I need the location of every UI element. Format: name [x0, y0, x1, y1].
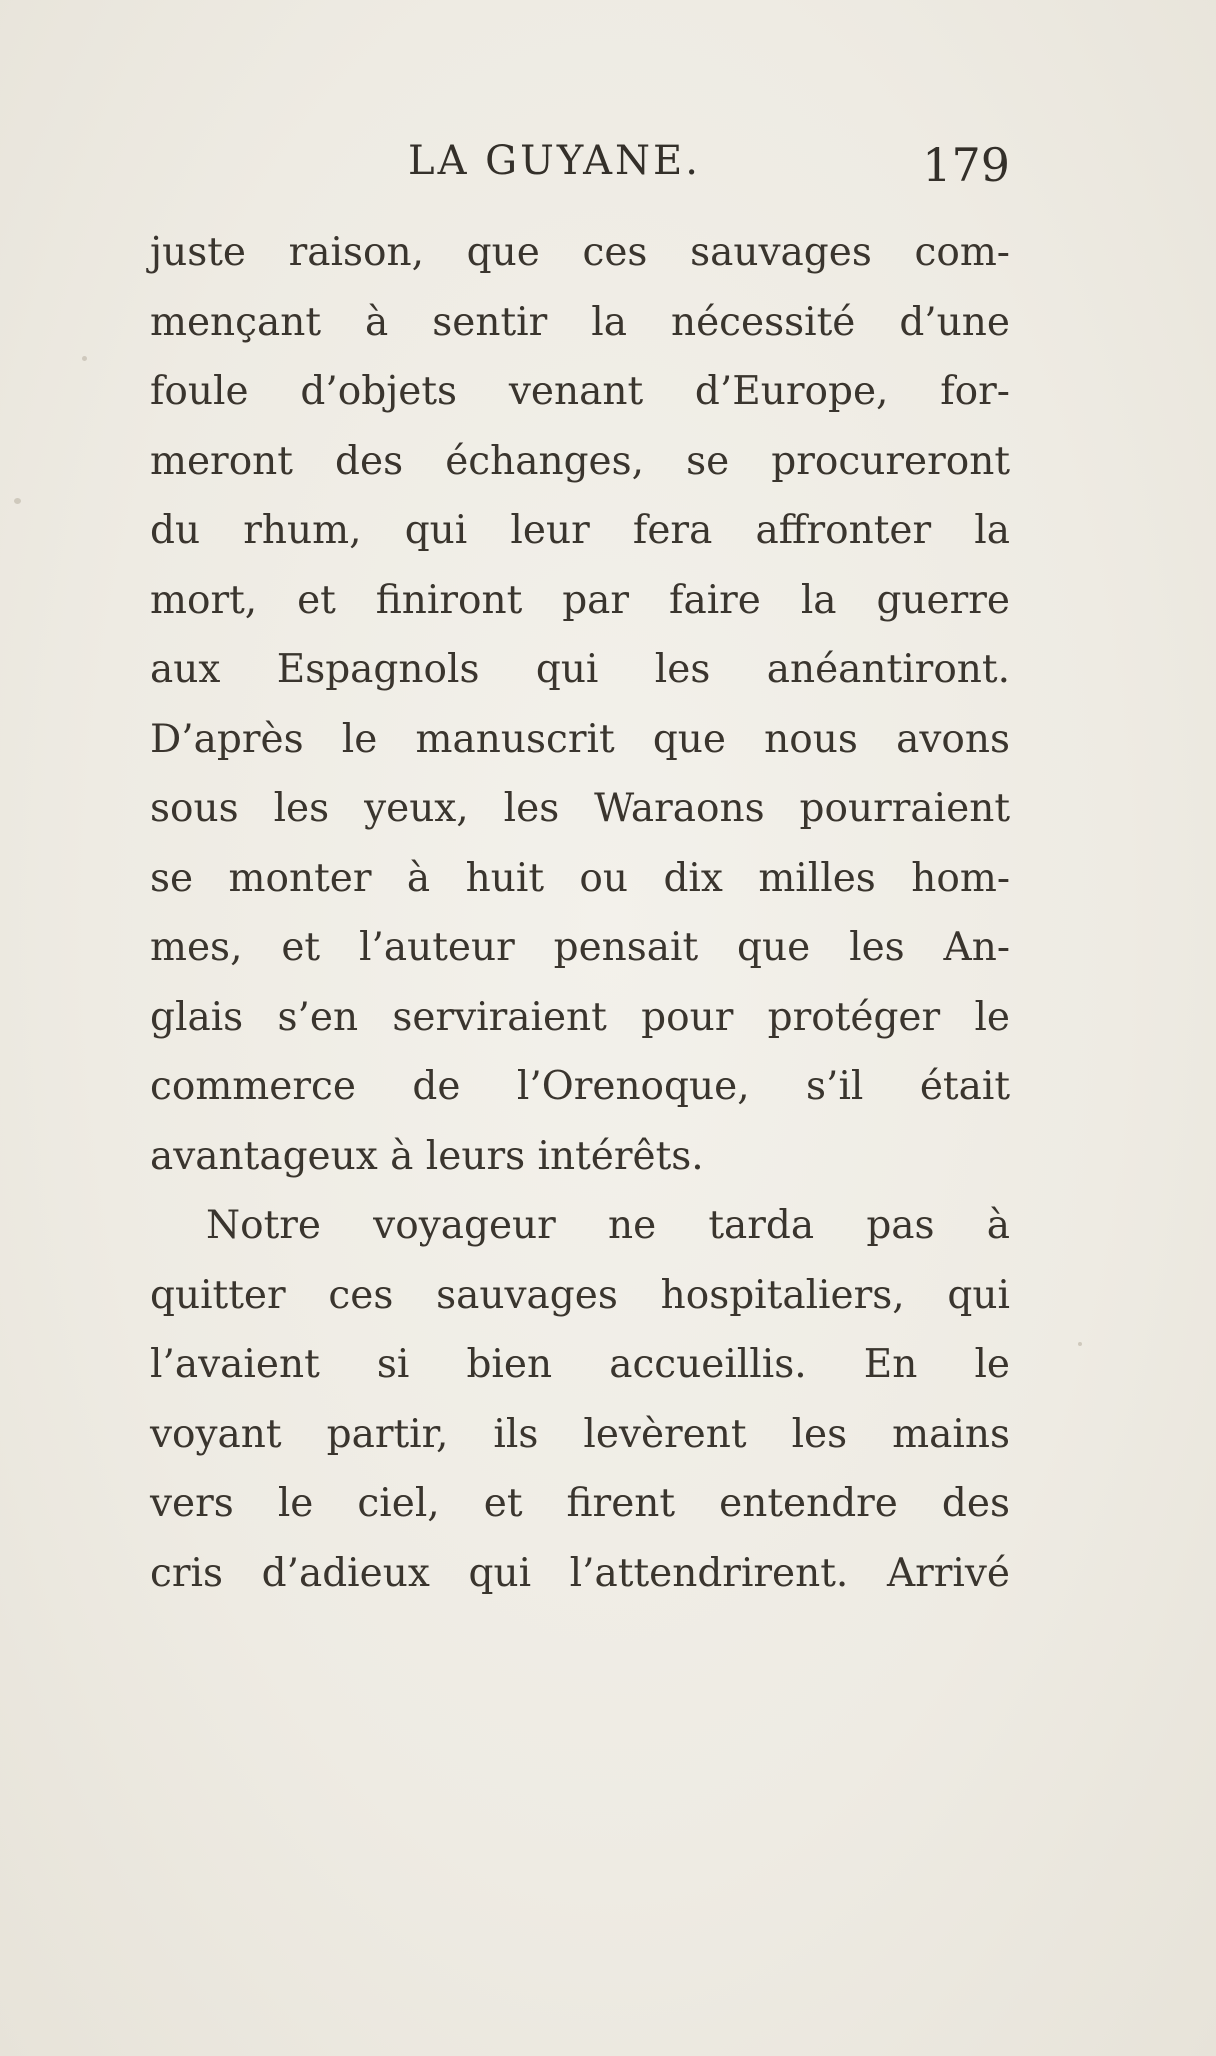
text-line: quitter ces sauvages hospitaliers, qui: [150, 1272, 1010, 1318]
paper-speck: [1078, 1342, 1082, 1346]
text-line: D’après le manuscrit que nous avons: [150, 716, 1010, 762]
text-line: du rhum, qui leur fera affronter la: [150, 508, 1010, 553]
text-line: glais s’en serviraient pour protéger le: [150, 994, 1010, 1040]
text-line: commerce de l’Orenoque, s’il était: [150, 1064, 1010, 1109]
text-line: meront des échanges, se procureront: [150, 438, 1010, 484]
text-line: aux Espagnols qui les anéantiront.: [150, 647, 1010, 692]
text-line: Notre voyageur ne tarda pas à: [206, 1203, 1010, 1248]
text-line: mençant à sentir la nécessité d’une: [150, 299, 1010, 345]
text-line: sous les yeux, les Waraons pourraient: [150, 786, 1010, 831]
text-line: cris d’adieux qui l’attendrirent. Arrivé: [150, 1550, 1010, 1596]
text-line: se monter à huit ou dix milles hom-: [150, 855, 1010, 901]
text-line: juste raison, que ces sauvages com-: [150, 230, 1010, 275]
body-text: [150, 218, 1010, 1608]
text-line: vers le ciel, et firent entendre des: [150, 1481, 1010, 1526]
page-header: [150, 130, 1010, 200]
text-line: foule d’objets venant d’Europe, for-: [150, 369, 1010, 414]
running-title: LA GUYANE.: [408, 138, 701, 184]
paper-speck: [14, 498, 21, 504]
page-number: 179: [922, 138, 1010, 192]
text-line: avantageux à leurs intérêts.: [150, 1133, 704, 1179]
text-line: mes, et l’auteur pensait que les An-: [150, 925, 1010, 970]
paper-speck: [82, 356, 87, 361]
text-line: mort, et finiront par faire la guerre: [150, 577, 1010, 623]
text-line: l’avaient si bien accueillis. En le: [150, 1342, 1010, 1387]
text-line: voyant partir, ils levèrent les mains: [150, 1411, 1010, 1457]
